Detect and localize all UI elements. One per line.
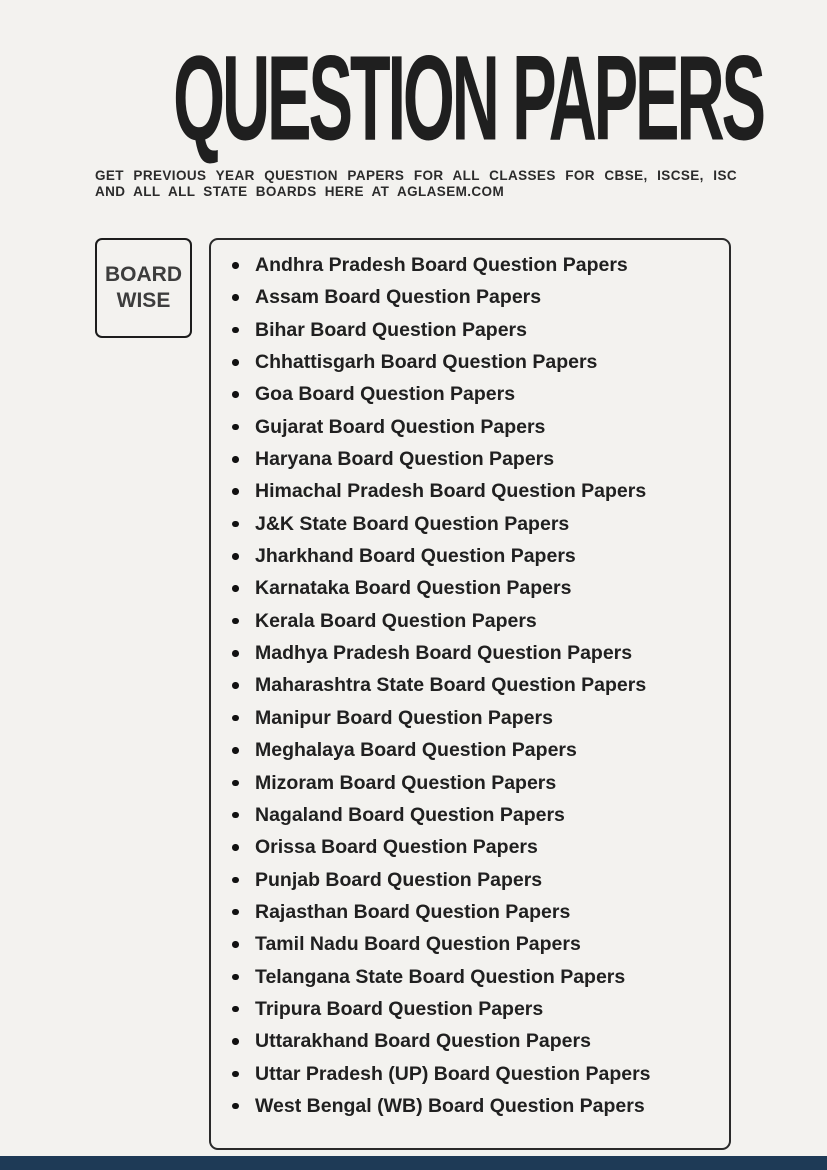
board-question-papers-link[interactable]: Punjab Board Question Papers <box>231 864 721 896</box>
board-question-papers-link[interactable]: Uttar Pradesh (UP) Board Question Papers <box>231 1058 721 1090</box>
board-list <box>231 249 721 1122</box>
board-question-papers-link[interactable]: Rajasthan Board Question Papers <box>231 896 721 928</box>
board-question-papers-link[interactable]: Mizoram Board Question Papers <box>231 767 721 799</box>
board-question-papers-link[interactable]: Kerala Board Question Papers <box>231 605 721 637</box>
board-question-papers-link[interactable]: West Bengal (WB) Board Question Papers <box>231 1090 721 1122</box>
board-question-papers-link[interactable]: Meghalaya Board Question Papers <box>231 734 721 766</box>
board-list-panel <box>209 238 731 1150</box>
board-wise-label-box <box>95 238 192 338</box>
board-wise-label: BOARD WISE <box>105 262 182 312</box>
board-question-papers-link[interactable]: Andhra Pradesh Board Question Papers <box>231 249 721 281</box>
board-question-papers-link[interactable]: Tripura Board Question Papers <box>231 993 721 1025</box>
board-question-papers-link[interactable]: Maharashtra State Board Question Papers <box>231 669 721 701</box>
board-question-papers-link[interactable]: Chhattisgarh Board Question Papers <box>231 346 721 378</box>
footer-bar <box>0 1156 827 1170</box>
board-question-papers-link[interactable]: Bihar Board Question Papers <box>231 314 721 346</box>
board-question-papers-link[interactable]: Himachal Pradesh Board Question Papers <box>231 475 721 507</box>
board-question-papers-link[interactable]: Nagaland Board Question Papers <box>231 799 721 831</box>
board-question-papers-link[interactable]: Goa Board Question Papers <box>231 378 721 410</box>
board-question-papers-link[interactable]: Karnataka Board Question Papers <box>231 572 721 604</box>
page-title-text: QUESTION PAPERS <box>173 31 763 166</box>
page-title <box>0 31 827 166</box>
board-question-papers-link[interactable]: Orissa Board Question Papers <box>231 831 721 863</box>
board-question-papers-link[interactable]: Gujarat Board Question Papers <box>231 411 721 443</box>
page-subtitle: GET PREVIOUS YEAR QUESTION PAPERS FOR ALL CLASSES FOR CBSE, ISCSE, ISC AND ALL ALL STATE BOARDS HERE AT AGLASEM.COM <box>95 168 737 199</box>
board-question-papers-link[interactable]: J&K State Board Question Papers <box>231 508 721 540</box>
board-question-papers-link[interactable]: Telangana State Board Question Papers <box>231 961 721 993</box>
board-question-papers-link[interactable]: Manipur Board Question Papers <box>231 702 721 734</box>
board-question-papers-link[interactable]: Tamil Nadu Board Question Papers <box>231 928 721 960</box>
board-question-papers-link[interactable]: Assam Board Question Papers <box>231 281 721 313</box>
board-question-papers-link[interactable]: Jharkhand Board Question Papers <box>231 540 721 572</box>
board-question-papers-link[interactable]: Uttarakhand Board Question Papers <box>231 1025 721 1057</box>
board-question-papers-link[interactable]: Madhya Pradesh Board Question Papers <box>231 637 721 669</box>
board-question-papers-link[interactable]: Haryana Board Question Papers <box>231 443 721 475</box>
